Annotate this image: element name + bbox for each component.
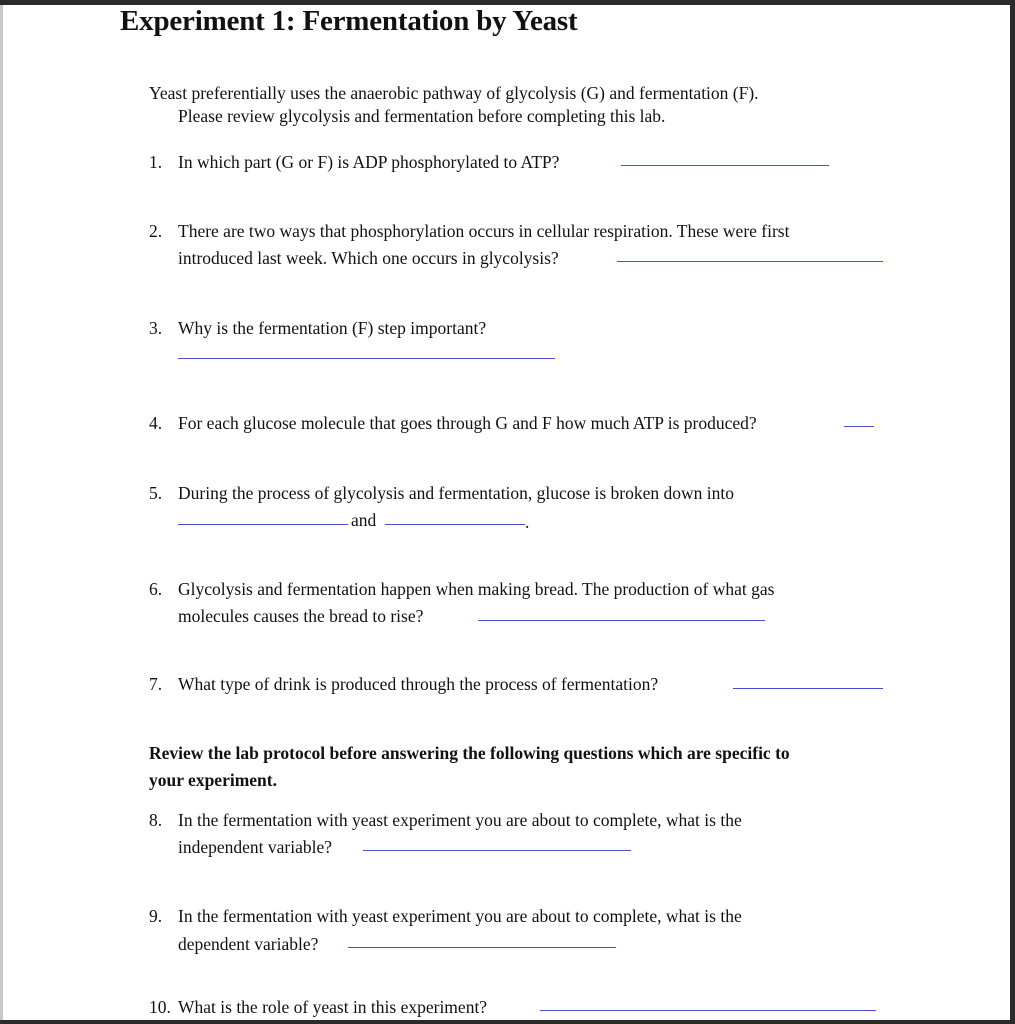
question-6-text-line-1: Glycolysis and fermentation happen when making bread. The production of what gas [178,579,775,599]
question-2-text-line-2: introduced last week. Which one occurs in glycolysis? [178,248,559,268]
question-8-answer-blank[interactable] [363,850,631,851]
question-5-period: . [525,512,530,532]
question-number: 8. [149,810,163,830]
question-5-answer-blank-a[interactable] [178,524,348,525]
question-4-text: For each glucose molecule that goes through G and F how much ATP is produced? [178,413,757,433]
question-6-text-line-2: molecules causes the bread to rise? [178,606,424,626]
question-number: 4. [149,413,163,433]
question-7-answer-blank[interactable] [733,688,883,689]
question-3-answer-blank[interactable] [178,358,555,359]
section-note-line-2: your experiment. [149,770,277,790]
question-10-answer-blank[interactable] [540,1010,876,1011]
question-5-connector: and [351,510,377,530]
question-2-text-line-1: There are two ways that phosphorylation occurs in cellular respiration. These were first [178,221,790,241]
question-8-text-line-1: In the fermentation with yeast experiment you are about to complete, what is the [178,810,742,830]
question-8-text-line-2: independent variable? [178,837,333,857]
question-7-text: What type of drink is produced through the process of fermentation? [178,674,659,694]
question-number: 1. [149,152,163,172]
question-1-answer-blank[interactable] [621,165,829,166]
intro-line-2: Please review glycolysis and fermentation before completing this lab. [178,106,666,126]
question-10-text: What is the role of yeast in this experiment? [178,997,488,1017]
question-9-text-line-2: dependent variable? [178,934,319,954]
question-2-answer-blank[interactable] [617,261,883,262]
question-number: 7. [149,674,163,694]
question-6-answer-blank[interactable] [478,620,765,621]
section-note-line-1: Review the lab protocol before answering the following questions which are specific to [149,743,790,763]
question-3-text: Why is the fermentation (F) step important? [178,318,487,338]
question-1-text: In which part (G or F) is ADP phosphorylated to ATP? [178,152,560,172]
question-number: 2. [149,221,163,241]
page-title: Experiment 1: Fermentation by Yeast [120,5,578,37]
question-4-answer-blank[interactable] [844,426,874,427]
document-page [0,5,1010,1020]
question-number: 5. [149,483,163,503]
question-9-answer-blank[interactable] [348,947,616,948]
question-5-answer-blank-b[interactable] [385,524,525,525]
intro-line-1: Yeast preferentially uses the anaerobic pathway of glycolysis (G) and fermentation (F). [149,83,759,103]
question-5-text: During the process of glycolysis and fermentation, glucose is broken down into [178,483,735,503]
question-number: 6. [149,579,163,599]
question-9-text-line-1: In the fermentation with yeast experiment you are about to complete, what is the [178,906,742,926]
question-number: 10. [149,997,171,1017]
question-number: 9. [149,906,163,926]
question-number: 3. [149,318,163,338]
